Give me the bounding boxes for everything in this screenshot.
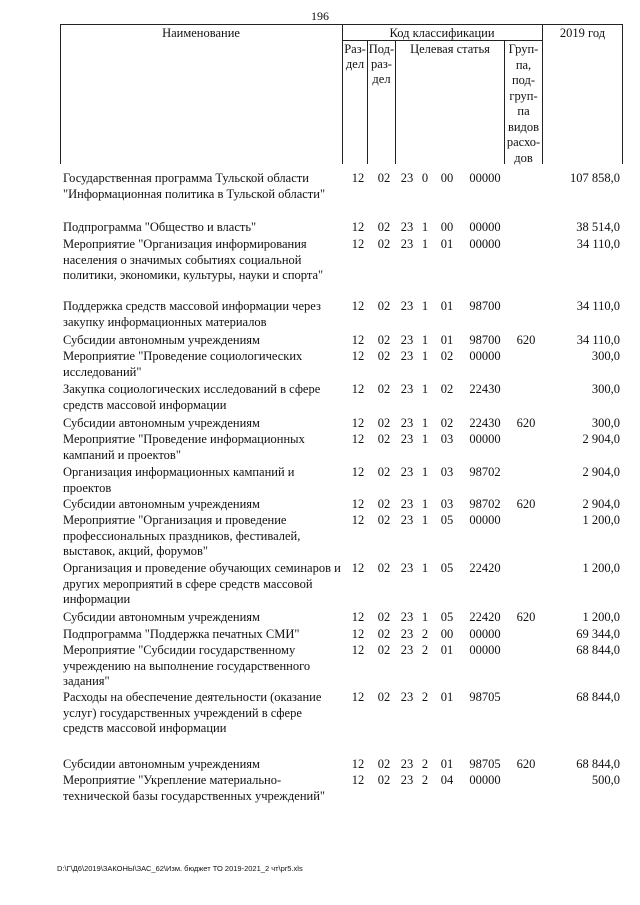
cell-d: 00000 <box>469 432 501 446</box>
cell-b: 1 <box>421 220 429 234</box>
cell-a: 23 <box>400 561 414 575</box>
cell-b: 1 <box>421 299 429 313</box>
cell-sum: 38 514,0 <box>576 220 620 234</box>
cell-d: 00000 <box>469 349 501 363</box>
cell-sum: 2 904,0 <box>582 465 620 479</box>
cell-p: 02 <box>377 757 391 771</box>
cell-c: 03 <box>440 432 454 446</box>
cell-name: Поддержка средств массовой информации через закупку информационных материалов <box>63 299 321 329</box>
cell-d: 98700 <box>469 333 501 347</box>
cell-p: 02 <box>377 382 391 396</box>
cell-d: 00000 <box>469 513 501 527</box>
cell-r: 12 <box>351 220 365 234</box>
cell-r: 12 <box>351 561 365 575</box>
cell-c: 01 <box>440 757 454 771</box>
cell-r: 12 <box>351 610 365 624</box>
cell-name: Субсидии автономным учреждениям <box>63 757 260 771</box>
cell-d: 22420 <box>469 610 501 624</box>
cell-d: 00000 <box>469 237 501 251</box>
cell-c: 01 <box>440 643 454 657</box>
cell-name: Организация и проведение обучающих семинаров и других мероприятий в сфере средств массовой информации <box>63 561 341 606</box>
cell-r: 12 <box>351 757 365 771</box>
cell-p: 02 <box>377 349 391 363</box>
cell-r: 12 <box>351 171 365 185</box>
header-vid: Груп- па, под- груп- па видов расхо- дов <box>506 42 541 165</box>
cell-sum: 1 200,0 <box>582 561 620 575</box>
cell-r: 12 <box>351 497 365 511</box>
cell-sum: 500,0 <box>591 773 620 787</box>
cell-name: Мероприятие "Субсидии государственному учреждению на выполнение государственного задания" <box>63 643 311 688</box>
cell-sum: 1 200,0 <box>582 610 620 624</box>
cell-b: 1 <box>421 513 429 527</box>
cell-c: 05 <box>440 513 454 527</box>
cell-sum: 1 200,0 <box>582 513 620 527</box>
cell-r: 12 <box>351 382 365 396</box>
cell-name: Организация информационных кампаний и проектов <box>63 465 295 495</box>
cell-p: 02 <box>377 465 391 479</box>
cell-p: 02 <box>377 643 391 657</box>
cell-b: 1 <box>421 416 429 430</box>
cell-r: 12 <box>351 333 365 347</box>
cell-c: 00 <box>440 627 454 641</box>
cell-c: 00 <box>440 220 454 234</box>
cell-b: 1 <box>421 610 429 624</box>
cell-sum: 300,0 <box>591 382 620 396</box>
cell-c: 03 <box>440 497 454 511</box>
cell-sum: 300,0 <box>591 416 620 430</box>
cell-a: 23 <box>400 627 414 641</box>
cell-name: Расходы на обеспечение деятельности (оказание услуг) государственных учреждений в сфере средств массовой информации <box>63 690 322 735</box>
cell-d: 98702 <box>469 465 501 479</box>
cell-b: 1 <box>421 465 429 479</box>
cell-d: 98705 <box>469 757 501 771</box>
cell-d: 98702 <box>469 497 501 511</box>
cell-a: 23 <box>400 171 414 185</box>
cell-p: 02 <box>377 627 391 641</box>
cell-r: 12 <box>351 349 365 363</box>
cell-a: 23 <box>400 220 414 234</box>
cell-name: Субсидии автономным учреждениям <box>63 416 260 430</box>
cell-d: 22430 <box>469 416 501 430</box>
cell-name: Государственная программа Тульской области "Информационная политика в Тульской области" <box>63 171 326 201</box>
cell-c: 05 <box>440 561 454 575</box>
cell-b: 1 <box>421 561 429 575</box>
table-header <box>60 24 623 164</box>
cell-p: 02 <box>377 513 391 527</box>
cell-a: 23 <box>400 773 414 787</box>
cell-a: 23 <box>400 416 414 430</box>
cell-p: 02 <box>377 610 391 624</box>
cell-sum: 69 344,0 <box>576 627 620 641</box>
cell-a: 23 <box>400 690 414 704</box>
cell-r: 12 <box>351 773 365 787</box>
cell-p: 02 <box>377 561 391 575</box>
page-number: 196 <box>311 9 329 23</box>
cell-d: 00000 <box>469 773 501 787</box>
cell-sum: 2 904,0 <box>582 432 620 446</box>
cell-a: 23 <box>400 465 414 479</box>
cell-v: 620 <box>516 497 536 511</box>
cell-a: 23 <box>400 513 414 527</box>
cell-c: 01 <box>440 333 454 347</box>
cell-b: 2 <box>421 690 429 704</box>
cell-c: 01 <box>440 690 454 704</box>
cell-r: 12 <box>351 237 365 251</box>
cell-v: 620 <box>516 416 536 430</box>
file-path: D:\Г\Д6\2019\ЗАКОНЫ\ЗАС_62\Изм. бюджет ТО 2019-2021_2 чт\pr5.xls <box>57 864 303 873</box>
cell-c: 05 <box>440 610 454 624</box>
cell-a: 23 <box>400 497 414 511</box>
cell-a: 23 <box>400 349 414 363</box>
cell-sum: 2 904,0 <box>582 497 620 511</box>
cell-b: 0 <box>421 171 429 185</box>
cell-b: 2 <box>421 627 429 641</box>
cell-a: 23 <box>400 757 414 771</box>
header-target: Целевая статья <box>410 42 490 56</box>
cell-v: 620 <box>516 757 536 771</box>
cell-name: Закупка социологических исследований в сфере средств массовой информации <box>63 382 321 412</box>
cell-name: Подпрограмма "Поддержка печатных СМИ" <box>63 627 300 641</box>
cell-p: 02 <box>377 299 391 313</box>
cell-a: 23 <box>400 333 414 347</box>
header-razdel: Раз- дел <box>344 42 366 71</box>
cell-d: 22430 <box>469 382 501 396</box>
cell-d: 22420 <box>469 561 501 575</box>
cell-r: 12 <box>351 513 365 527</box>
cell-sum: 68 844,0 <box>576 757 620 771</box>
cell-r: 12 <box>351 690 365 704</box>
cell-r: 12 <box>351 432 365 446</box>
cell-b: 2 <box>421 773 429 787</box>
cell-b: 2 <box>421 757 429 771</box>
cell-a: 23 <box>400 610 414 624</box>
cell-c: 01 <box>440 237 454 251</box>
cell-p: 02 <box>377 773 391 787</box>
cell-c: 01 <box>440 299 454 313</box>
cell-a: 23 <box>400 382 414 396</box>
cell-b: 1 <box>421 237 429 251</box>
cell-c: 02 <box>440 349 454 363</box>
cell-d: 98705 <box>469 690 501 704</box>
cell-c: 02 <box>440 382 454 396</box>
cell-r: 12 <box>351 299 365 313</box>
cell-d: 00000 <box>469 220 501 234</box>
cell-name: Субсидии автономным учреждениям <box>63 497 260 511</box>
cell-p: 02 <box>377 416 391 430</box>
cell-b: 1 <box>421 432 429 446</box>
cell-p: 02 <box>377 237 391 251</box>
cell-r: 12 <box>351 416 365 430</box>
cell-name: Мероприятие "Проведение информационных кампаний и проектов" <box>63 432 305 462</box>
cell-b: 1 <box>421 349 429 363</box>
cell-sum: 68 844,0 <box>576 643 620 657</box>
cell-c: 04 <box>440 773 454 787</box>
cell-c: 00 <box>440 171 454 185</box>
cell-b: 2 <box>421 643 429 657</box>
cell-sum: 34 110,0 <box>576 333 620 347</box>
cell-sum: 34 110,0 <box>576 237 620 251</box>
cell-c: 03 <box>440 465 454 479</box>
cell-d: 00000 <box>469 627 501 641</box>
cell-d: 98700 <box>469 299 501 313</box>
cell-sum: 300,0 <box>591 349 620 363</box>
cell-p: 02 <box>377 497 391 511</box>
cell-name: Мероприятие "Организация и проведение профессиональных праздников, фестивалей, выставок, акций, форумов" <box>63 513 301 558</box>
cell-p: 02 <box>377 432 391 446</box>
cell-r: 12 <box>351 643 365 657</box>
cell-name: Мероприятие "Организация информирования населения о значимых событиях социальной политики, экономики, культуры, науки и спорта" <box>63 237 324 282</box>
cell-sum: 107 858,0 <box>570 171 620 185</box>
cell-v: 620 <box>516 333 536 347</box>
cell-sum: 34 110,0 <box>576 299 620 313</box>
cell-a: 23 <box>400 643 414 657</box>
cell-a: 23 <box>400 299 414 313</box>
cell-p: 02 <box>377 690 391 704</box>
cell-r: 12 <box>351 627 365 641</box>
cell-d: 00000 <box>469 643 501 657</box>
cell-name: Субсидии автономным учреждениям <box>63 610 260 624</box>
header-podrazdel: Под- раз- дел <box>368 42 395 86</box>
header-name: Наименование <box>162 26 240 40</box>
cell-a: 23 <box>400 432 414 446</box>
header-code: Код классификации <box>389 26 495 40</box>
cell-name: Субсидии автономным учреждениям <box>63 333 260 347</box>
cell-p: 02 <box>377 220 391 234</box>
cell-v: 620 <box>516 610 536 624</box>
cell-b: 1 <box>421 333 429 347</box>
cell-a: 23 <box>400 237 414 251</box>
cell-r: 12 <box>351 465 365 479</box>
cell-name: Мероприятие "Проведение социологических исследований" <box>63 349 303 379</box>
cell-sum: 68 844,0 <box>576 690 620 704</box>
cell-c: 02 <box>440 416 454 430</box>
cell-p: 02 <box>377 171 391 185</box>
cell-p: 02 <box>377 333 391 347</box>
cell-b: 1 <box>421 382 429 396</box>
header-year: 2019 год <box>559 26 606 40</box>
cell-b: 1 <box>421 497 429 511</box>
cell-name: Подпрограмма "Общество и власть" <box>63 220 257 234</box>
cell-d: 00000 <box>469 171 501 185</box>
cell-name: Мероприятие "Укрепление материально-технической базы государственных учреждений" <box>63 773 326 803</box>
